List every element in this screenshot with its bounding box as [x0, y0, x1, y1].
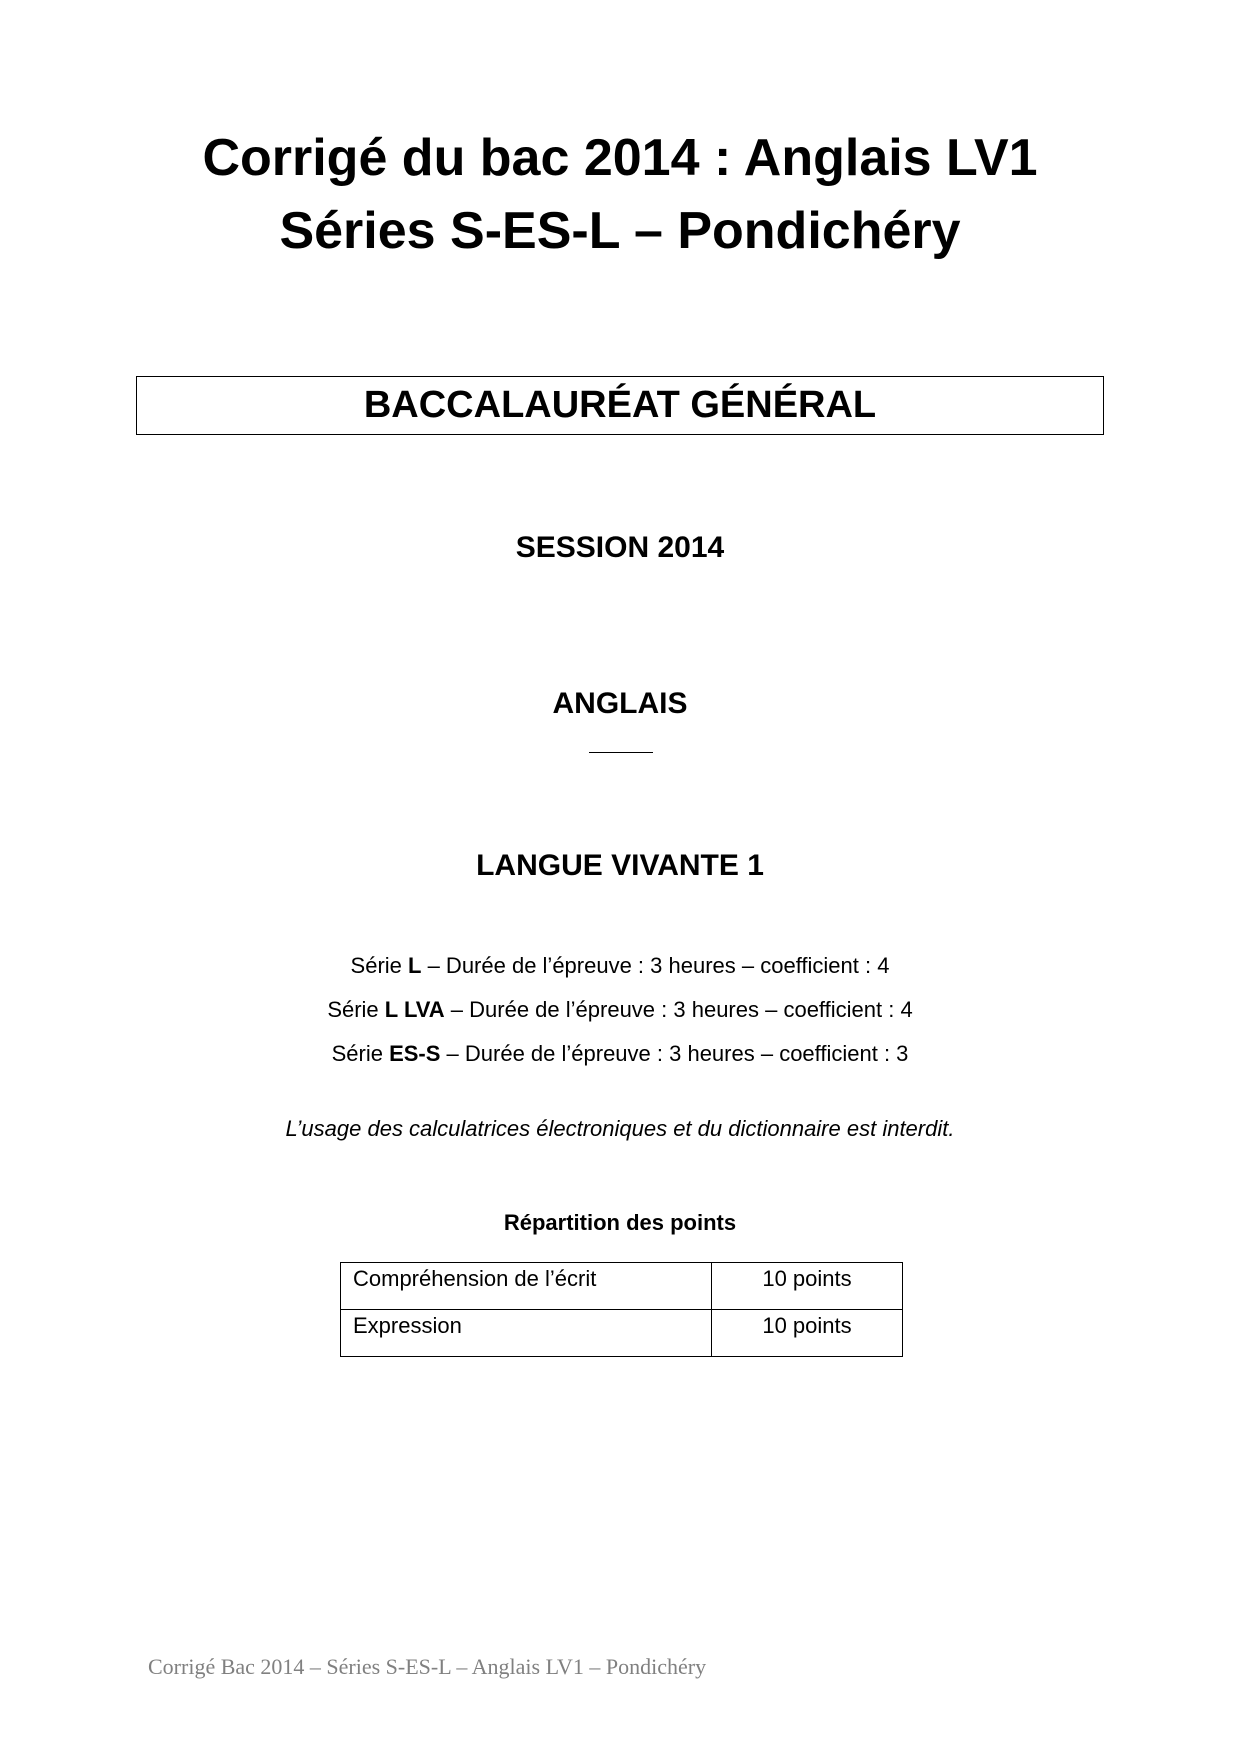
serie-name: ES-S [389, 1041, 441, 1066]
serie-line [0, 1032, 1240, 1076]
document-title-line-2: Séries S-ES-L – Pondichéry [279, 202, 961, 260]
subject-heading: ANGLAIS [552, 687, 688, 720]
points-value-cell: 10 points [712, 1310, 903, 1357]
serie-details: – Durée de l’épreuve : 3 heures – coefficient : 4 [444, 997, 913, 1022]
points-label-cell: Compréhension de l’écrit [341, 1263, 712, 1310]
points-table [340, 1262, 903, 1357]
baccalaureat-banner: BACCALAURÉAT GÉNÉRAL [136, 376, 1104, 435]
points-value-cell: 10 points [712, 1263, 903, 1310]
series-list [0, 944, 1240, 1076]
subject-underline-divider [589, 752, 653, 753]
serie-prefix: Série [350, 953, 409, 978]
page-footer: Corrigé Bac 2014 – Séries S-ES-L – Anglais LV1 – Pondichéry [148, 1654, 707, 1679]
table-row [341, 1310, 903, 1357]
langue-vivante-heading: LANGUE VIVANTE 1 [476, 849, 764, 882]
usage-note: L’usage des calculatrices électroniques et du dictionnaire est interdit. [285, 1116, 955, 1141]
serie-details: – Durée de l’épreuve : 3 heures – coefficient : 3 [440, 1041, 909, 1066]
session-heading: SESSION 2014 [515, 531, 725, 564]
serie-line [0, 944, 1240, 988]
serie-prefix: Série [331, 1041, 390, 1066]
table-row [341, 1263, 903, 1310]
serie-prefix: Série [327, 997, 385, 1022]
document-title-line-1: Corrigé du bac 2014 : Anglais LV1 [202, 129, 1038, 187]
document-title [0, 122, 1240, 268]
repartition-title: Répartition des points [503, 1210, 737, 1235]
serie-line [0, 988, 1240, 1032]
serie-name: L LVA [384, 997, 445, 1022]
serie-name: L [408, 953, 422, 978]
serie-details: – Durée de l’épreuve : 3 heures – coefficient : 4 [421, 953, 890, 978]
points-label-cell: Expression [341, 1310, 712, 1357]
